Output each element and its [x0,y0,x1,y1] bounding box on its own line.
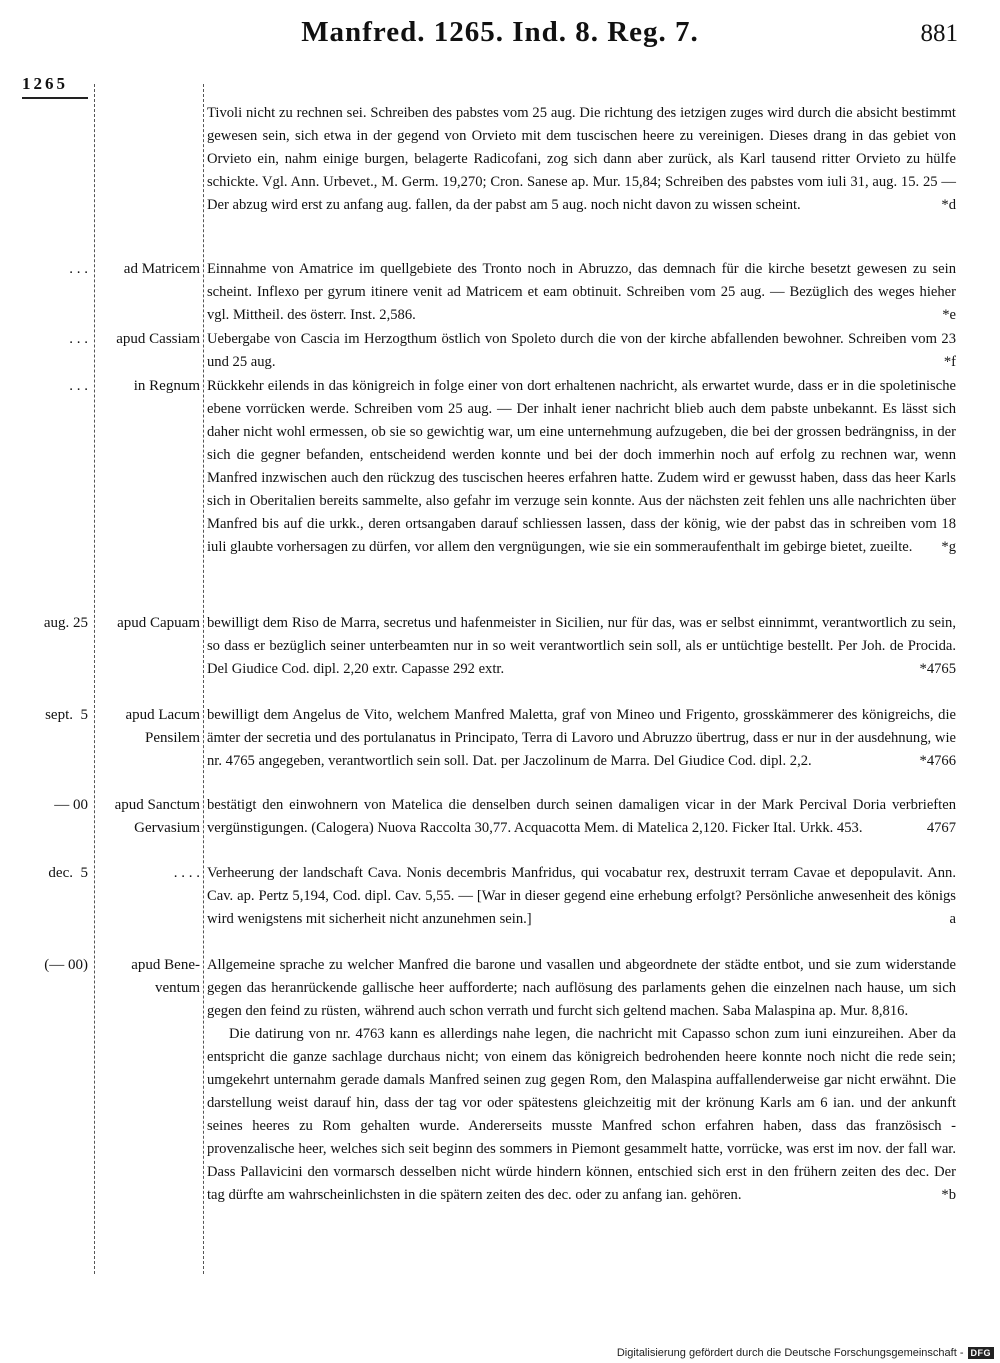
entry-ref: *g [941,539,956,555]
entry-paragraph: Verheerung der landschaft Cava. Nonis decembris Manfridus, qui vocabatur rex, destruxit terram Cavae et depopulavit. Ann. Cav. ap. Pertz 5,194, Cod. dipl. Cav. 5,55. — [War in dieser gegend eine erhebung erfolgt? Persönliche anwesenheit des königs wird wenigstens mit sicherheit nicht anzunehmen sein.] [207,865,956,927]
entry-date: . . . [69,261,88,277]
entry-text [207,862,956,931]
entry-date: (— 00) [44,957,88,973]
footer-text: Digitalisierung gefördert durch die Deutsche Forschungsgemeinschaft - [616,1347,964,1359]
entry-paragraph: Tivoli nicht zu rechnen sei. Schreiben des pabstes vom 25 aug. Die richtung des ietzigen zuges wird durch die absicht bestimmt gewesen sein, sich etwa in der gegend von Orvieto mit dem tuscischen heere zu vereinigen. Dieses drang in das gebiet von Orvieto ein, nahm einige burgen, belagerte Radicofani, zog sich dann aber zurück, als Karl tausend ritter Orvieto zu hülfe schickte. Vgl. Ann. Urbevet., M. Germ. 19,270; Cron. Sanese ap. Mur. 15,84; Schreiben des pabstes vom iuli 31, aug. 15. 25 — Der abzug wird erst zu anfang aug. fallen, da der pabst am 5 aug. noch nicht davon zu wissen scheint. [207,105,956,213]
entry-text [207,612,956,681]
entry-place: . . . . [173,865,200,881]
entry-text [207,704,956,773]
entry-place: apud Sanctum Gervasium [114,797,200,836]
entry-text [207,794,956,840]
entry-date: dec. 5 [48,865,88,881]
page-header [0,0,1000,60]
entry-date: . . . [69,378,88,394]
entry-paragraph: Uebergabe von Cascia im Herzogthum östlich von Spoleto durch die von der kirche abfallenden bewohner. Schreiben vom 23 und 25 aug. [207,331,956,370]
entry-paragraph: Allgemeine sprache zu welcher Manfred die barone und vasallen und abgeordnete der städte entbot, und sie zum widerstande gegen das heranrückende gallische heer aufforderte; nach auflösung des parlaments gehen die einzelnen nach hause, um sich gegen den feind zu rüsten, während auch schon verrath und furcht sich geltend machen. Saba Malaspina ap. Mur. 8,816. [207,957,956,1019]
entry-paragraph: Rückkehr eilends in das königreich in folge einer von dort erhaltenen nachricht, als erwartet wurde, dass er in die spoletinische ebene vorrücken werde. Schreiben vom 25 aug. — Der inhalt iener nachricht blieb auch dem pabste unbekannt. Es lässt sich daher nicht wohl ermessen, ob sie so gewichtig war, um eine unternehmung aufzugeben, die bei der grossen bedrängniss, in der sich die gegner befanden, entscheidend werden konnte und bei der doch immerhin noch auf erfolg zu rechnen war, wenn Manfred inzwischen auch den rückzug des tuscischen heeres erfahren hatte. Zudem wird er gewusst haben, dass das heer Karls sich in Oberitalien bereits sammelte, also gefahr im verzuge sein konnte. Aus der nächsten zeit fehlen uns alle nachrichten über Manfred bis auf die urkk., deren ortsangaben darauf schliessen lassen, dass der könig, wie der pabst das in schreiben vom 18 iuli glaubte vorhersagen zu dürfen, vor allem den vergnügungen, wie sie ein sommeraufenthalt im gebirge bietet, zueilte. [207,378,956,555]
digitization-footer [617,1347,994,1359]
entry-ref: *d [941,197,956,213]
column-divider-place [203,84,204,1274]
entry-text [207,328,956,374]
entry-paragraph: bewilligt dem Angelus de Vito, welchem Manfred Maletta, graf von Mineo und Frigento, grosskämmerer des königreichs, die ämter der secretia und des portulanatus in Principato, Terra di Lavoro und Abruzzo übertrug, dass er nur in der ausdehnung, wie nr. 4765 angegeben, verantwortlich sein soll. Dat. per Jaczolinum de Marra. Del Giudice Cod. dipl. 2,2. [207,707,956,769]
entry-place: ad Matricem [123,261,200,277]
page-title: Manfred. 1265. Ind. 8. Reg. 7. [301,16,699,48]
entry-paragraph: Die datirung von nr. 4763 kann es allerdings nahe legen, die nachricht mit Capasso schon zum iuni einzureihen. Aber da entspricht die ganze sachlage durchaus nicht; von einem das königreich bedrohenden heere konnte noch nicht die rede sein; umgekehrt unternahm gerade damals Manfred seinen zug gegen Rom, den Malaspina auffallenderweise gar nicht erwähnt. Die darstellung weist darauf hin, dass der tag vor oder spätestens gleichzeitig mit der krönung Karls am 6 ian. und der ankunft seines heeres zu Rom gehalten wurde. Andererseits musste Manfred schon erfahren haben, dass das französisch - provenzalische heer, welches sich seit beginn des sommers in Piemont gesammelt hatte, vorrücke, was erst im nov. der fall war. Dass Pallavicini den vormarsch desselben nicht würde hindern können, entschied sich erst in den frühern zeiten des dec. Der tag dürfte am wahrscheinlichsten in die spätern zeiten des dec. oder zu anfang ian. gehören. [207,1026,956,1203]
entry-ref: *f [943,354,956,370]
entry-text [207,375,956,559]
entry-paragraph: bestätigt den einwohnern von Matelica die denselben durch seinen damaligen vicar in der Mark Percival Doria verbrieften vergünstigungen. (Calogera) Nuova Raccolta 30,77. Acquacotta Mem. di Matelica 2,120. Ficker Ital. Urkk. 453. [207,797,956,836]
entry-place: in Regnum [133,378,200,394]
entry-text [207,102,956,217]
entry-date: — 00 [54,797,88,813]
entry-place: apud Lacum Pensilem [125,707,200,746]
entry-place: apud Bene- ventum [131,957,200,996]
entry-ref: *4765 [919,661,956,677]
entry-date: aug. 25 [43,615,88,631]
entry-date: sept. 5 [45,707,88,723]
dfg-logo: DFG [968,1347,995,1359]
entry-date: . . . [69,331,88,347]
entry-ref: *e [942,307,956,323]
entry-place: apud Cassiam [116,331,200,347]
entry-ref: a [949,911,956,927]
year-label: 1265 [22,74,68,93]
entry-paragraph: Einnahme von Amatrice im quellgebiete des Tronto noch in Abruzzo, das demnach für die kirche besetzt gewesen zu sein scheint. Inflexo per gyrum itinere venit ad Matricem et eam obtinuit. Schreiben vom 25 aug. — Bezüglich des weges hieher vgl. Mittheil. des österr. Inst. 2,586. [207,261,956,323]
entry-text [207,954,956,1207]
column-divider-date [94,84,95,1274]
entry-text [207,258,956,327]
entry-ref: *4766 [919,753,956,769]
page-number: 881 [920,20,958,47]
year-rule [22,97,88,99]
entry-ref: 4767 [926,820,956,836]
entry-ref: *b [941,1187,956,1203]
entry-paragraph: bewilligt dem Riso de Marra, secretus und hafenmeister in Sicilien, nur für das, was er selbst einnimmt, verantwortlich zu sein, so dass er bezüglich seiner unterbeamten nur in so weit verantwortlich sein soll, als er untüchtige bestellt. Per Joh. de Procida. Del Giudice Cod. dipl. 2,20 extr. Capasse 292 extr. [207,615,956,677]
entry-place: apud Capuam [117,615,200,631]
